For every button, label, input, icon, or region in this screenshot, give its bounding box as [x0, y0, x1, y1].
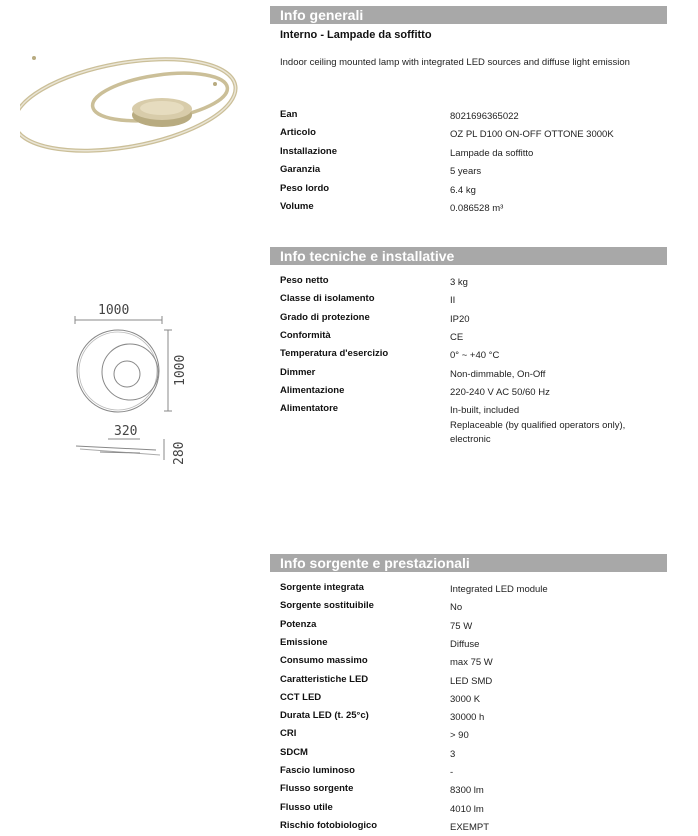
spec-value: 0.086528 m³ — [450, 203, 504, 214]
spec-label: Ean — [280, 109, 298, 120]
spec-label: Dimmer — [280, 366, 316, 378]
spec-value: 220-240 V AC 50/60 Hz — [450, 386, 550, 398]
spec-value: LED SMD — [450, 675, 493, 687]
spec-label: Rischio fotobiologico — [280, 819, 378, 831]
technical-drawing — [70, 298, 190, 468]
spec-label: Potenza — [280, 618, 317, 630]
spec-label: Sorgente sostituibile — [280, 600, 374, 612]
spec-label: Installazione — [280, 145, 338, 157]
spec-label: Classe di isolamento — [280, 293, 375, 305]
product-description: Indoor ceiling mounted lamp with integrated LED sources and diffuse light emission — [280, 57, 630, 68]
spec-value: 6.4 kg — [450, 184, 476, 196]
spec-value: max 75 W — [450, 657, 493, 669]
spec-label: Temperatura d'esercizio — [280, 348, 389, 360]
spec-value: Diffuse — [450, 638, 480, 650]
spec-label: Alimentatore — [280, 403, 339, 415]
base-width-dimension-label: 320 — [114, 424, 138, 439]
height-dimension-label: 1000 — [173, 354, 188, 386]
spec-value: CE — [450, 331, 464, 343]
spec-value: 3000 K — [450, 693, 481, 705]
spec-value: OZ PL D100 ON-OFF OTTONE 3000K — [450, 129, 614, 141]
spec-value: EXEMPT — [450, 821, 490, 833]
spec-label: Garanzia — [280, 164, 321, 176]
source-info-header: Info sorgente e prestazionali — [270, 554, 667, 572]
spec-label: Volume — [280, 201, 314, 212]
spec-label: Flusso utile — [280, 801, 333, 813]
spec-value: 5 years — [450, 166, 482, 178]
depth-dimension-label: 280 — [172, 441, 187, 465]
spec-label: Alimentazione — [280, 384, 345, 396]
spec-value: IP20 — [450, 313, 470, 325]
general-info-header: Info generali — [270, 6, 667, 24]
spec-value: 3 kg — [450, 277, 468, 288]
width-dimension-label: 1000 — [98, 303, 130, 318]
spec-label: Articolo — [280, 127, 316, 139]
spec-label: Durata LED (t. 25°c) — [280, 710, 369, 722]
spec-label: CRI — [280, 728, 297, 740]
spec-value: Lampade da soffitto — [450, 147, 534, 159]
spec-value: 0° ~ +40 °C — [450, 350, 500, 362]
spec-label: Sorgente integrata — [280, 582, 364, 593]
spec-label: Emissione — [280, 636, 328, 648]
product-image — [20, 45, 250, 165]
spec-label: Peso lordo — [280, 182, 330, 194]
spec-label: CCT LED — [280, 691, 322, 703]
spec-label: Flusso sorgente — [280, 783, 354, 795]
spec-value: Integrated LED module — [450, 584, 548, 595]
product-category-title: Interno - Lampade da soffitto — [280, 29, 432, 41]
spec-value: 4010 lm — [450, 803, 484, 815]
spec-value: 8021696365022 — [450, 111, 519, 122]
spec-label: Fascio luminoso — [280, 765, 355, 776]
spec-label: Conformità — [280, 329, 331, 341]
spec-label: SDCM — [280, 746, 308, 758]
spec-value: 8300 lm — [450, 785, 484, 797]
spec-value: No — [450, 602, 463, 614]
lamp-illustration — [20, 45, 250, 165]
spec-label: Caratteristiche LED — [280, 673, 369, 685]
spec-value: > 90 — [450, 730, 469, 742]
spec-value: 3 — [450, 748, 456, 760]
spec-label: Peso netto — [280, 275, 329, 286]
spec-label: Grado di protezione — [280, 311, 370, 323]
spec-value: 75 W — [450, 620, 473, 632]
spec-value: 30000 h — [450, 712, 485, 724]
technical-info-header: Info tecniche e installative — [270, 247, 667, 265]
spec-value: In-built, included Replaceable (by qualified operators only), electronic — [450, 405, 626, 446]
spec-value: II — [450, 295, 456, 307]
spec-value: - — [450, 767, 454, 778]
spec-label: Consumo massimo — [280, 655, 368, 667]
spec-value: Non-dimmable, On-Off — [450, 368, 546, 380]
